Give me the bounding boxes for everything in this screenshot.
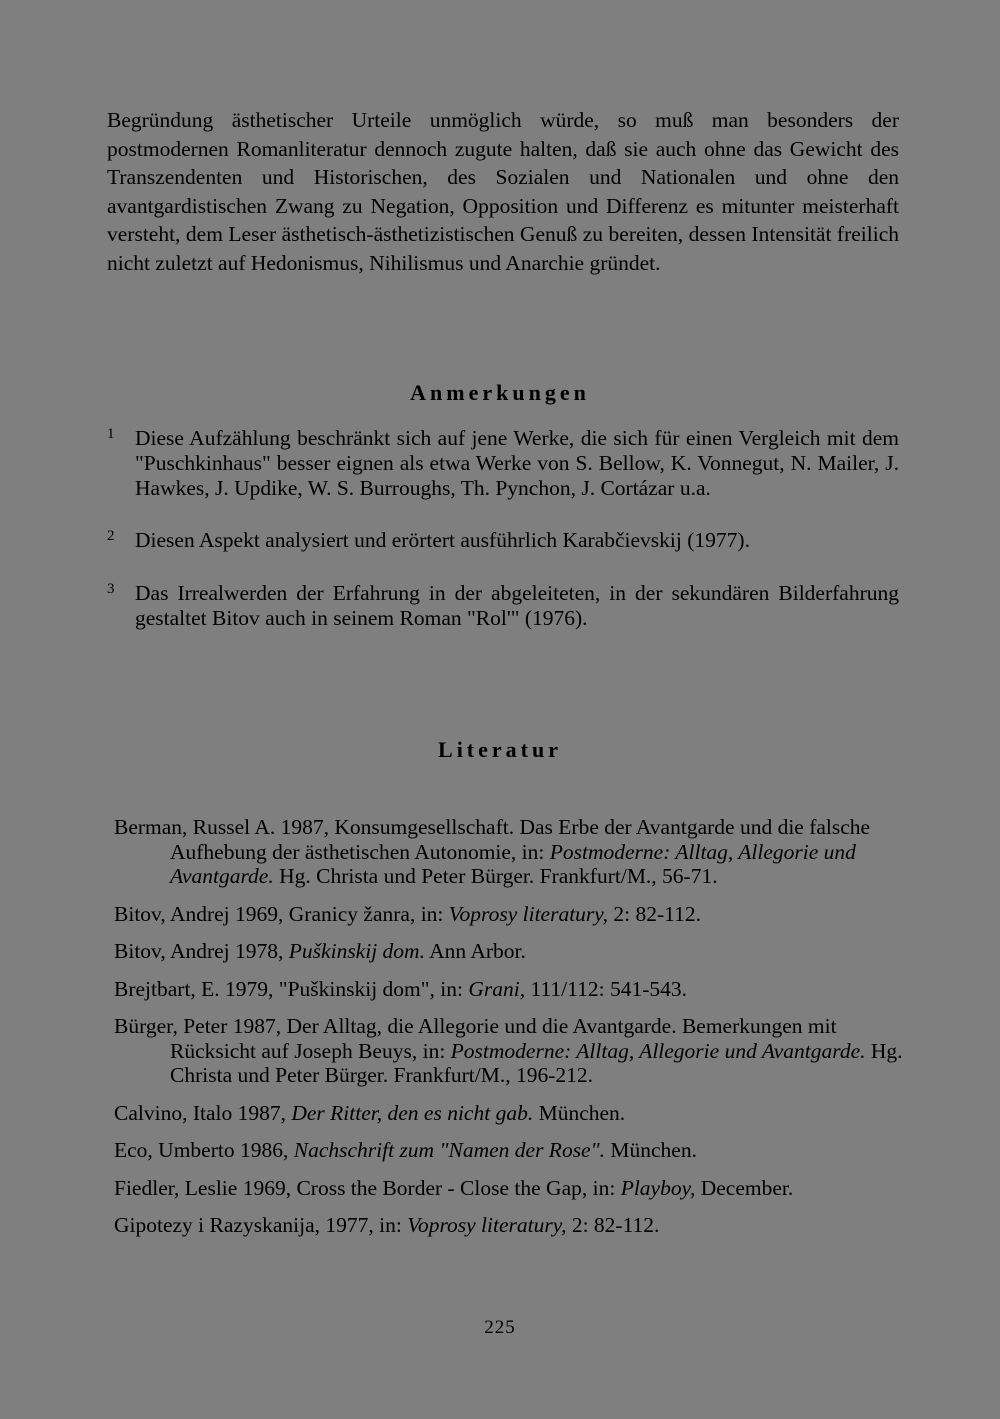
entry-author-text: Brejtbart, E. 1979, "Puškinskij dom", in: <box>114 976 469 1001</box>
intro-paragraph: Begründung ästhetischer Urteile unmöglich würde, so muß man besonders der postmodernen Romanliteratur dennoch zugute halten, daß sie auch ohne das Gewicht des Transzendenten und Historischen, des Sozialen und Nationalen und ohne den avantgardistischen Zwang zu Negation, Opposition und Differenz es mitunter meisterhaft versteht, dem Leser ästhetisch-ästhetizistischen Genuß zu bereiten, dessen Intensität freilich nicht zuletzt auf Hedonismus, Nihilismus und Anarchie gründet. <box>107 108 899 275</box>
literature-entry <box>114 939 906 964</box>
literature-entry <box>114 815 906 889</box>
note-item <box>107 426 899 501</box>
note-text: Diesen Aspekt analysiert und erörtert ausführlich Karabčievskij (1977). <box>135 528 750 552</box>
entry-publication-info: 2: 82-112. <box>566 1213 660 1237</box>
note-text: Diese Aufzählung beschränkt sich auf jene Werke, die sich für einen Vergleich mit dem "Puschkinhaus" besser eignen als etwa Werke von S. Bellow, K. Vonnegut, N. Mailer, J. Hawkes, J. Updike, W. S. Burroughs, Th. Pynchon, J. Cortázar u.a. <box>135 426 899 500</box>
entry-title: Voprosy literatury, <box>448 901 609 926</box>
note-number: 1 <box>107 426 115 442</box>
entry-publication-info: 2: 82-112. <box>608 901 701 926</box>
entry-author-text: Bitov, Andrej 1978, <box>114 939 289 963</box>
entry-author-text: Eco, Umberto 1986, <box>114 1138 294 1162</box>
entry-author-text: Fiedler, Leslie 1969, Cross the Border - Close the Gap, in: <box>114 1175 621 1200</box>
entry-title: Playboy, <box>620 1175 696 1200</box>
literature-entry <box>114 1101 906 1126</box>
literature-entry <box>114 1213 906 1238</box>
entry-publication-info: 111/112: 541-543. <box>525 976 687 1001</box>
entry-title: Der Ritter, den es nicht gab. <box>291 1100 534 1125</box>
literature-list <box>114 815 906 1251</box>
literature-entry <box>114 1014 906 1088</box>
notes-heading: Anmerkungen <box>410 380 590 405</box>
literature-entry <box>114 1138 906 1163</box>
entry-title: Grani, <box>468 976 526 1001</box>
literature-heading: Literatur <box>438 737 562 762</box>
entry-publication-info: Ann Arbor. <box>424 939 526 963</box>
entry-publication-info: Hg. Christa und Peter Bürger. Frankfurt/M., 196-212. <box>170 1038 903 1087</box>
entry-title: Nachschrift zum "Namen der Rose". <box>293 1138 606 1162</box>
note-number: 3 <box>107 581 115 597</box>
note-item <box>107 528 899 553</box>
entry-author-text: Gipotezy i Razyskanija, 1977, in: <box>114 1213 408 1237</box>
entry-title: Postmoderne: Alltag, Allegorie und Avantgarde. <box>170 839 856 888</box>
note-item <box>107 581 899 631</box>
entry-publication-info: December. <box>695 1175 794 1200</box>
notes-list <box>107 426 899 652</box>
entry-title: Voprosy literatury, <box>407 1213 567 1237</box>
entry-title: Puškinskij dom. <box>288 939 425 963</box>
entry-author-text: Calvino, Italo 1987, <box>114 1100 292 1125</box>
entry-author-text: Bürger, Peter 1987, Der Alltag, die Allegorie und die Avantgarde. Bemerkungen mit Rücksicht auf Joseph Beuys, in: <box>114 1014 837 1063</box>
literature-entry <box>114 977 906 1002</box>
entry-author-text: Berman, Russel A. 1987, Konsumgesellschaft. Das Erbe der Avantgarde und die falsche Aufhebung der ästhetischen Autonomie, in: <box>114 815 871 864</box>
note-text: Das Irrealwerden der Erfahrung in der abgeleiteten, in der sekundären Bilderfahrung gestaltet Bitov auch in seinem Roman "Rol'" (1976). <box>135 581 899 630</box>
entry-title: Postmoderne: Alltag, Allegorie und Avantgarde. <box>450 1038 866 1063</box>
literature-entry <box>114 1176 906 1201</box>
entry-publication-info: Hg. Christa und Peter Bürger. Frankfurt/M., 56-71. <box>273 864 718 888</box>
entry-publication-info: München. <box>533 1100 626 1125</box>
literature-entry <box>114 902 906 927</box>
entry-publication-info: München. <box>605 1138 697 1162</box>
entry-author-text: Bitov, Andrej 1969, Granicy žanra, in: <box>114 901 449 926</box>
page-number: 225 <box>484 1317 516 1338</box>
note-number: 2 <box>107 528 115 544</box>
